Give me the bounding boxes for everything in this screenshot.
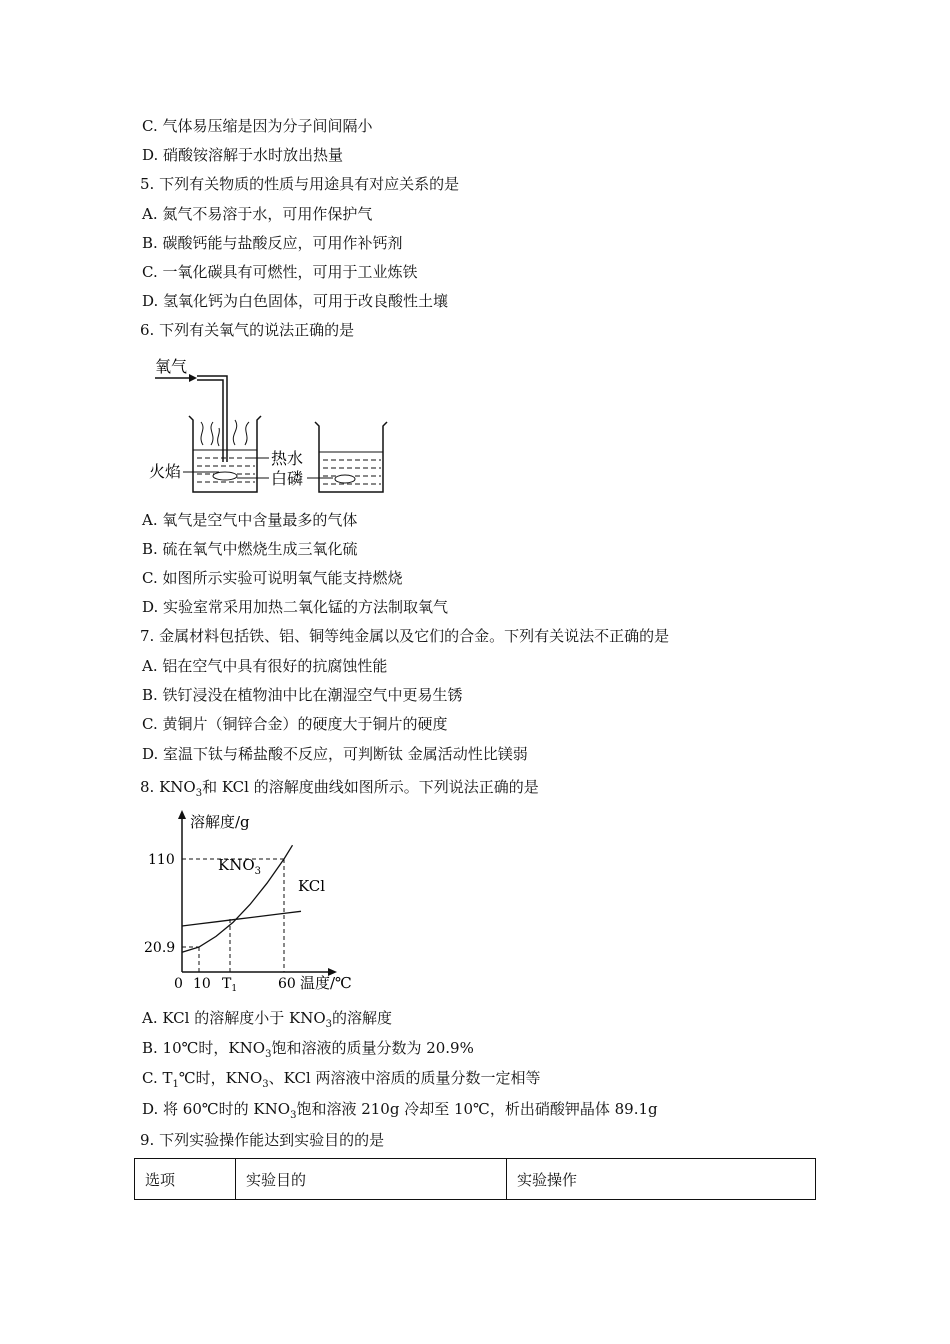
q8-c-text1: C. T <box>142 1069 173 1087</box>
q7-option-a: A. 铝在空气中具有很好的抗腐蚀性能 <box>142 657 388 675</box>
x-tick-label-1: 10 <box>193 976 211 992</box>
q5-option-a: A. 氮气不易溶于水，可用作保护气 <box>142 205 373 223</box>
x-tick-label-3: 60 <box>278 976 296 992</box>
series-kcl-label: KCl <box>298 877 326 895</box>
q8-stem-kno: KNO <box>159 778 196 796</box>
q8-stem <box>140 777 539 804</box>
q4-option-d: D. 硝酸铵溶解于水时放出热量 <box>142 146 344 164</box>
q8-stem-sub: 3 <box>195 788 203 799</box>
table-header-operation: 实验操作 <box>507 1159 816 1200</box>
q6-stem: 6. 下列有关氧气的说法正确的是 <box>140 321 355 339</box>
q5-option-c: C. 一氧化碳具有可燃性，可用于工业炼铁 <box>142 263 418 281</box>
y-axis-arrow <box>178 810 186 819</box>
q8-option-a <box>142 1008 392 1035</box>
x-tick-label-2: $T_1$ <box>222 976 238 994</box>
q5-stem: 5. 下列有关物质的性质与用途具有对应关系的是 <box>140 175 460 193</box>
q6-option-a: A. 氧气是空气中含量最多的气体 <box>142 511 358 529</box>
y-axis-label: 溶解度/g <box>190 813 250 831</box>
table-header-option: 选项 <box>135 1159 236 1200</box>
q8-d-text1: D. 将 60℃时的 KNO <box>142 1100 291 1118</box>
q8-a-text2: 的溶解度 <box>332 1009 393 1027</box>
q8-d-sub: 3 <box>290 1110 297 1121</box>
oxygen-label: 氧气 <box>155 357 188 376</box>
q6-option-d: D. 实验室常采用加热二氧化锰的方法制取氧气 <box>142 598 449 616</box>
q8-option-b <box>142 1038 474 1065</box>
table-header-row <box>135 1159 816 1200</box>
series-kno3-label: $KNO_3$ <box>218 856 262 877</box>
q8-a-sub: 3 <box>325 1019 332 1030</box>
oxygen-experiment-figure <box>145 350 395 502</box>
white-phosphorus-label: 白磷 <box>271 469 304 488</box>
q8-b-sub: 3 <box>265 1049 272 1060</box>
y-tick-label-20.9: 20.9 <box>144 940 176 956</box>
q8-stem-num: 8. <box>140 778 160 796</box>
q8-b-text1: B. 10℃时，KNO <box>142 1039 266 1057</box>
q8-c-text2: ℃时，KNO <box>178 1069 263 1087</box>
q6-option-c: C. 如图所示实验可说明氧气能支持燃烧 <box>142 569 403 587</box>
flame-label: 火焰 <box>149 462 182 481</box>
q8-c-text3: 、KCl 两溶液中溶质的质量分数一定相等 <box>268 1069 541 1087</box>
q6-option-b: B. 硫在氧气中燃烧生成三氧化硫 <box>142 540 358 558</box>
q5-option-d: D. 氢氧化钙为白色固体，可用于改良酸性土壤 <box>142 292 449 310</box>
q8-option-d <box>142 1099 658 1126</box>
x-axis-label: 温度/℃ <box>300 974 352 992</box>
q8-stem-rest: 和 KCl 的溶解度曲线如图所示。下列说法正确的是 <box>202 778 539 796</box>
q5-option-b: B. 碳酸钙能与盐酸反应，可用作补钙剂 <box>142 234 403 252</box>
hot-water-label: 热水 <box>271 449 304 468</box>
x-tick-label-0: 0 <box>174 976 183 992</box>
q7-stem: 7. 金属材料包括铁、铝、铜等纯金属以及它们的合金。下列有关说法不正确的是 <box>140 627 670 645</box>
solubility-chart <box>140 805 370 995</box>
q7-option-d: D. 室温下钛与稀盐酸不反应，可判断钛 金属活动性比镁弱 <box>142 745 528 763</box>
table-header-goal: 实验目的 <box>236 1159 507 1200</box>
q8-d-text2: 饱和溶液 210g 冷却至 10℃，析出硝酸钾晶体 89.1g <box>296 1100 658 1118</box>
q7-option-c: C. 黄铜片（铜锌合金）的硬度大于铜片的硬度 <box>142 715 448 733</box>
q8-b-text2: 饱和溶液的质量分数为 20.9% <box>271 1039 474 1057</box>
q4-option-c: C. 气体易压缩是因为分子间间隔小 <box>142 117 373 135</box>
q8-option-c <box>142 1068 541 1095</box>
q8-c-sub: 1 <box>172 1079 179 1090</box>
y-tick-label-110: 110 <box>148 852 175 868</box>
q8-a-text1: A. KCl 的溶解度小于 KNO <box>142 1009 326 1027</box>
q8-c-sub2: 3 <box>262 1079 269 1090</box>
q9-table <box>134 1158 816 1200</box>
q7-option-b: B. 铁钉浸没在植物油中比在潮湿空气中更易生锈 <box>142 686 463 704</box>
q9-stem: 9. 下列实验操作能达到实验目的的是 <box>140 1131 385 1149</box>
